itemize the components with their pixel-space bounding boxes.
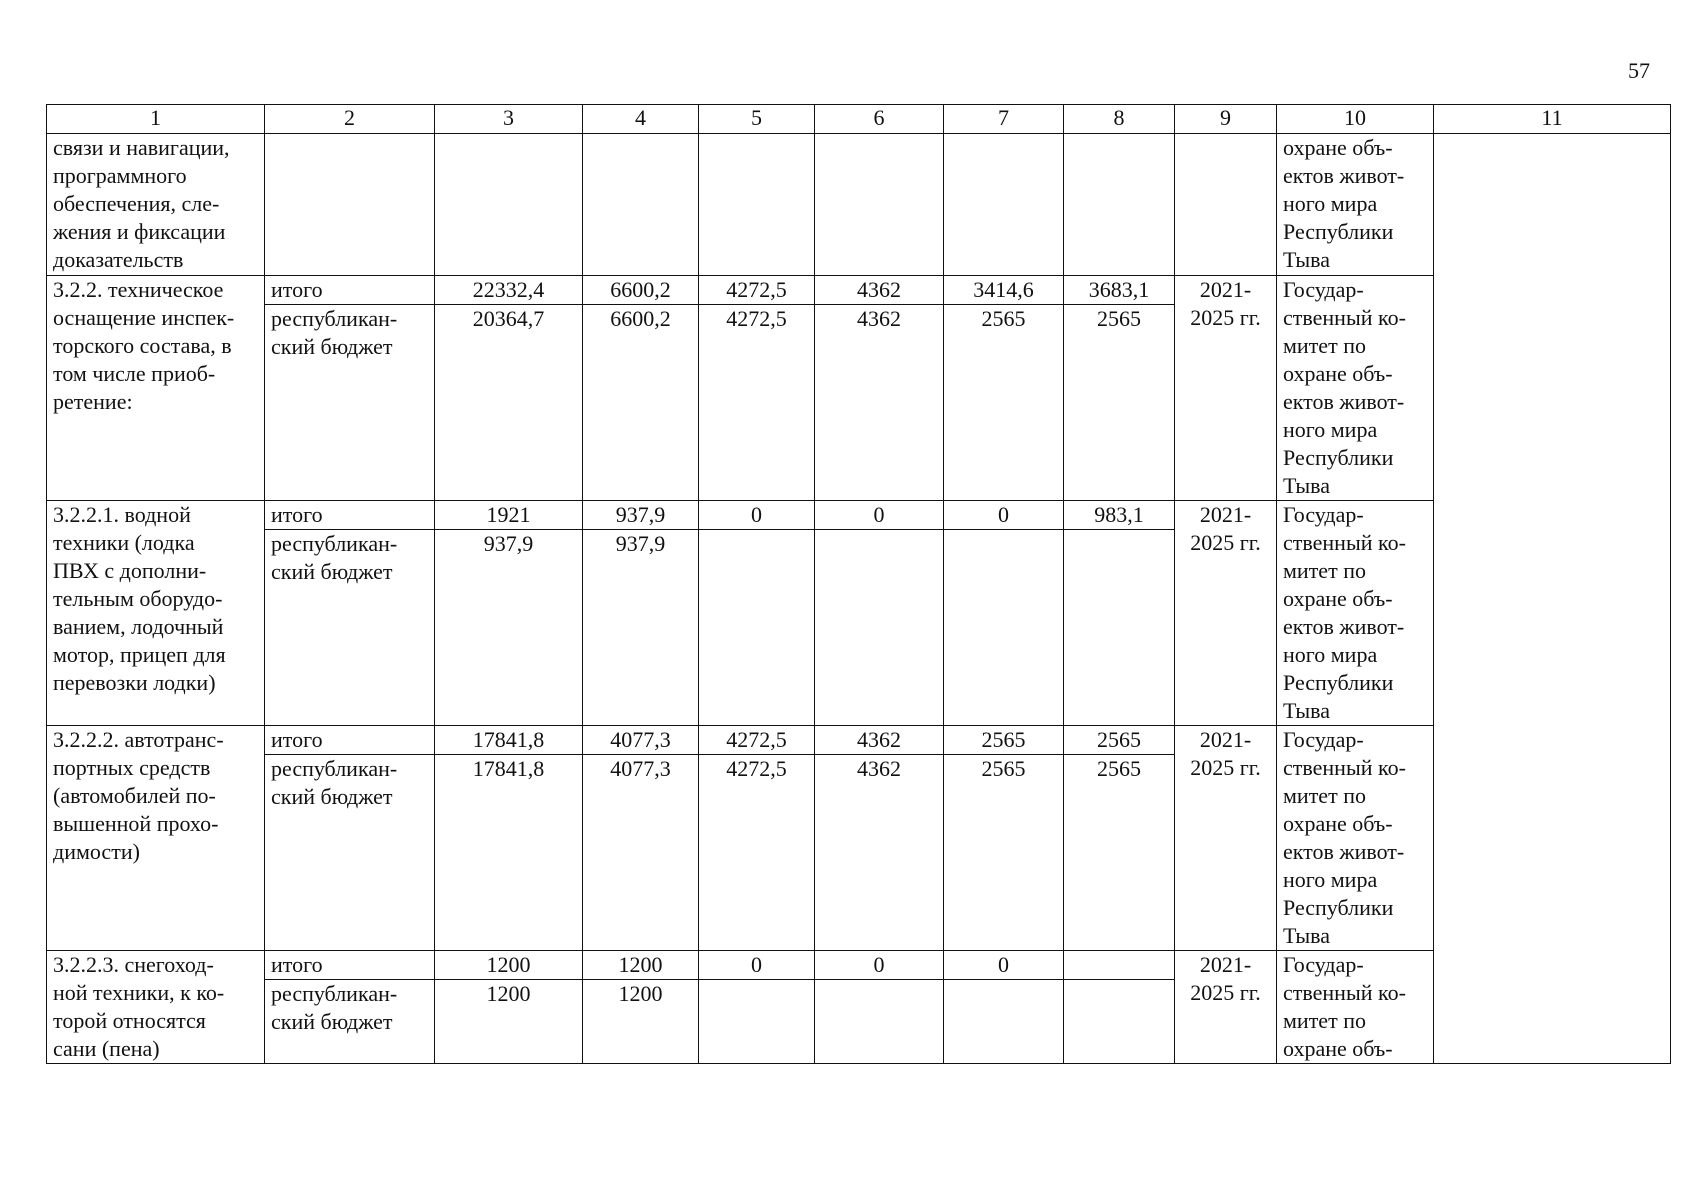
table-row-itogo <box>47 951 1671 980</box>
empty-cell <box>1175 134 1277 276</box>
period-cell: 2021- 2025 гг. <box>1175 726 1277 951</box>
budget-label: республикан- ский бюджет <box>265 530 435 726</box>
header-cell: 11 <box>1434 105 1671 134</box>
value-cell: 2565 <box>1064 755 1175 951</box>
responsible-cell: Государ- ственный ко- митет по охране объ- ектов живот- ного мира Республики Тыва <box>1277 276 1434 501</box>
value-cell: 4362 <box>815 755 944 951</box>
value-cell <box>1064 951 1175 980</box>
value-cell: 2565 <box>1064 305 1175 501</box>
responsible-cell: Государ- ственный ко- митет по охране объ- ектов живот- ного мира Республики Тыва <box>1277 501 1434 726</box>
continuation-description: связи и навигации, программного обеспечения, сле- жения и фиксации доказательств <box>47 134 265 276</box>
empty-cell <box>435 134 583 276</box>
value-cell: 3414,6 <box>944 276 1064 305</box>
value-cell <box>815 980 944 1064</box>
value-cell <box>1064 530 1175 726</box>
responsible-cell: Государ- ственный ко- митет по охране объ- ектов живот- ного мира Республики Тыва <box>1277 726 1434 951</box>
responsible-cell: Государ- ственный ко- митет по охране объ- <box>1277 951 1434 1064</box>
value-cell: 2565 <box>944 305 1064 501</box>
header-cell: 1 <box>47 105 265 134</box>
value-cell: 983,1 <box>1064 501 1175 530</box>
row-description: 3.2.2.2. автотранс- портных средств (автомобилей по- вышенной прохо- димости) <box>47 726 265 951</box>
value-cell: 2565 <box>944 726 1064 755</box>
budget-label: итого <box>265 276 435 305</box>
empty-cell <box>815 134 944 276</box>
value-cell: 937,9 <box>435 530 583 726</box>
value-cell: 0 <box>815 951 944 980</box>
value-cell: 6600,2 <box>583 305 699 501</box>
budget-label: итого <box>265 951 435 980</box>
value-cell: 2565 <box>1064 726 1175 755</box>
empty-cell <box>583 134 699 276</box>
budget-label: республикан- ский бюджет <box>265 980 435 1064</box>
header-cell: 5 <box>699 105 815 134</box>
value-cell: 17841,8 <box>435 726 583 755</box>
value-cell: 1200 <box>435 980 583 1064</box>
value-cell: 1200 <box>583 951 699 980</box>
table-row-itogo <box>47 501 1671 530</box>
value-cell: 0 <box>815 501 944 530</box>
value-cell: 4077,3 <box>583 726 699 755</box>
row-description: 3.2.2.3. снегоход- ной техники, к ко- торой относятся сани (пена) <box>47 951 265 1064</box>
header-row <box>47 105 1671 134</box>
value-cell <box>1064 980 1175 1064</box>
value-cell: 6600,2 <box>583 276 699 305</box>
value-cell: 0 <box>699 501 815 530</box>
value-cell: 4272,5 <box>699 276 815 305</box>
value-cell <box>699 530 815 726</box>
value-cell: 1921 <box>435 501 583 530</box>
empty-cell <box>699 134 815 276</box>
page-number: 57 <box>1628 58 1650 83</box>
value-cell: 4362 <box>815 726 944 755</box>
value-cell: 0 <box>944 951 1064 980</box>
value-cell: 4272,5 <box>699 726 815 755</box>
value-cell: 1200 <box>435 951 583 980</box>
row-description: 3.2.2. техническое оснащение инспек- торского состава, в том числе приоб- ретение: <box>47 276 265 501</box>
value-cell: 937,9 <box>583 530 699 726</box>
value-cell: 937,9 <box>583 501 699 530</box>
header-cell: 4 <box>583 105 699 134</box>
empty-cell <box>265 134 435 276</box>
value-cell: 17841,8 <box>435 755 583 951</box>
value-cell: 4362 <box>815 305 944 501</box>
budget-label: республикан- ский бюджет <box>265 305 435 501</box>
value-cell: 4077,3 <box>583 755 699 951</box>
value-cell: 20364,7 <box>435 305 583 501</box>
header-cell: 8 <box>1064 105 1175 134</box>
continuation-row <box>47 134 1671 276</box>
header-cell: 7 <box>944 105 1064 134</box>
value-cell <box>815 530 944 726</box>
header-cell: 3 <box>435 105 583 134</box>
value-cell: 4362 <box>815 276 944 305</box>
value-cell: 4272,5 <box>699 755 815 951</box>
budget-label: итого <box>265 726 435 755</box>
value-cell: 4272,5 <box>699 305 815 501</box>
table-row-itogo <box>47 726 1671 755</box>
value-cell: 1200 <box>583 980 699 1064</box>
value-cell <box>944 530 1064 726</box>
value-cell: 3683,1 <box>1064 276 1175 305</box>
row-description: 3.2.2.1. водной техники (лодка ПВХ с дополни- тельным оборудо- ванием, лодочный мотор, прицеп для перевозки лодки) <box>47 501 265 726</box>
period-cell: 2021- 2025 гг. <box>1175 951 1277 1064</box>
empty-cell <box>1064 134 1175 276</box>
program-table <box>46 104 1671 1064</box>
value-cell: 2565 <box>944 755 1064 951</box>
value-cell <box>944 980 1064 1064</box>
header-cell: 10 <box>1277 105 1434 134</box>
table-row-itogo <box>47 276 1671 305</box>
continuation-responsible: охране объ- ектов живот- ного мира Республики Тыва <box>1277 134 1434 276</box>
value-cell: 0 <box>944 501 1064 530</box>
period-cell: 2021- 2025 гг. <box>1175 501 1277 726</box>
value-cell: 22332,4 <box>435 276 583 305</box>
column-11-cell <box>1434 134 1671 1064</box>
value-cell <box>699 980 815 1064</box>
empty-cell <box>944 134 1064 276</box>
header-cell: 2 <box>265 105 435 134</box>
budget-label: республикан- ский бюджет <box>265 755 435 951</box>
value-cell: 0 <box>699 951 815 980</box>
period-cell: 2021- 2025 гг. <box>1175 276 1277 501</box>
header-cell: 6 <box>815 105 944 134</box>
header-cell: 9 <box>1175 105 1277 134</box>
budget-label: итого <box>265 501 435 530</box>
